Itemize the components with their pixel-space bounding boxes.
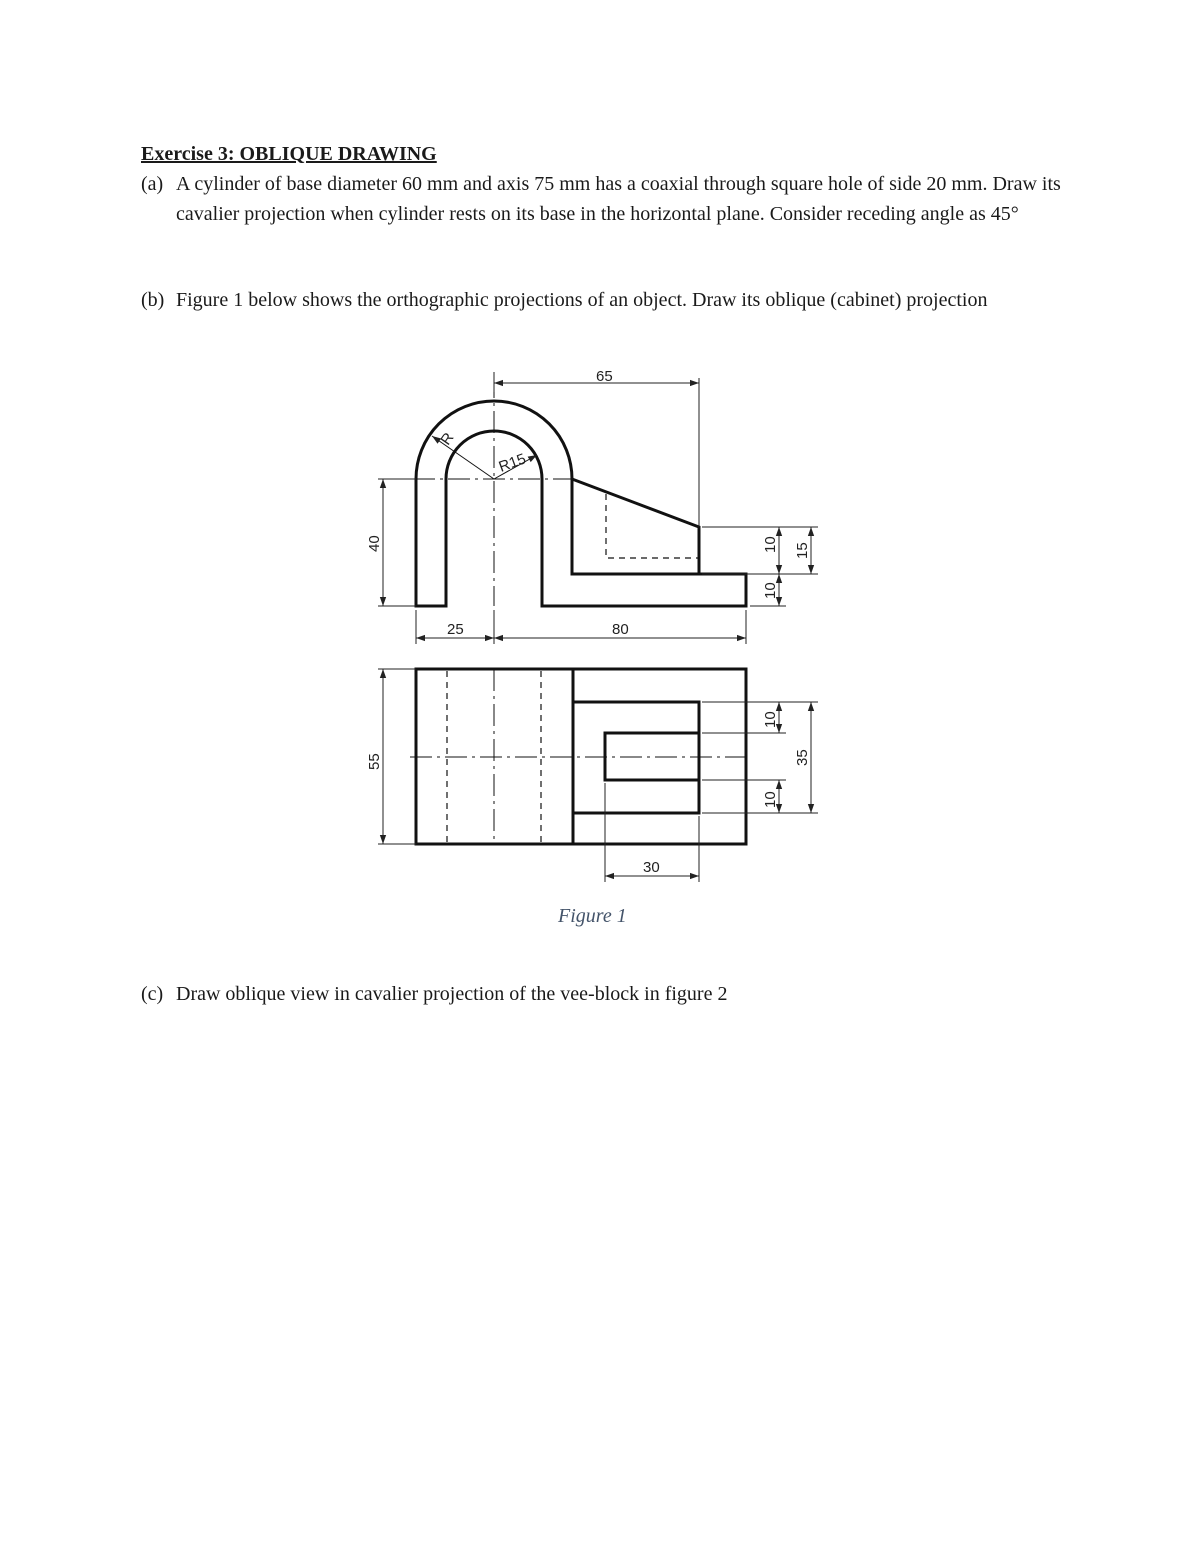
front-view-outline — [416, 401, 746, 606]
front-view — [378, 376, 746, 606]
dim-label-radius-outer: R — [437, 429, 458, 449]
top-view — [410, 669, 752, 844]
part-b-text: Figure 1 below shows the orthographic projections of an object. Draw its oblique (cabinet) projection — [176, 289, 988, 311]
part-c-text: Draw oblique view in cavalier projection of the vee-block in figure 2 — [176, 983, 728, 1005]
part-a-text: A cylinder of base diameter 60 mm and axis 75 mm has a coaxial through square hole of side 20 mm. Draw its cavalier projection when cylinder rests on its base in the horizontal plane. Consider receding angle as 45° — [176, 173, 1061, 225]
dim-label-10-upper: 10 — [762, 536, 779, 553]
dim-label-radius-inner: R15 — [496, 450, 529, 476]
hidden-lines-front — [606, 494, 699, 558]
dim-label-25: 25 — [447, 621, 464, 638]
dim-label-30: 30 — [643, 859, 660, 876]
part-b-label: (b) — [141, 289, 165, 311]
dim-label-80: 80 — [612, 621, 629, 638]
figure-caption: Figure 1 — [558, 905, 627, 927]
top-view-dim-labels — [366, 711, 811, 876]
part-c — [141, 980, 1101, 1010]
part-a-label: (a) — [141, 173, 164, 195]
dim-label-65: 65 — [596, 368, 613, 385]
front-view-dim-labels — [366, 368, 811, 638]
dim-label-55: 55 — [366, 753, 383, 770]
dim-label-10-bottom: 10 — [762, 791, 779, 808]
dim-label-10-base: 10 — [762, 582, 779, 599]
dim-label-40: 40 — [366, 535, 383, 552]
dim-label-10-top: 10 — [762, 711, 779, 728]
dim-label-35: 35 — [794, 749, 811, 766]
dim-label-15: 15 — [794, 542, 811, 559]
gusset-edge — [572, 479, 699, 574]
part-c-label: (c) — [141, 983, 164, 1005]
front-view-dimensions — [378, 372, 818, 644]
exercise-title: Exercise 3: OBLIQUE DRAWING — [141, 143, 437, 165]
